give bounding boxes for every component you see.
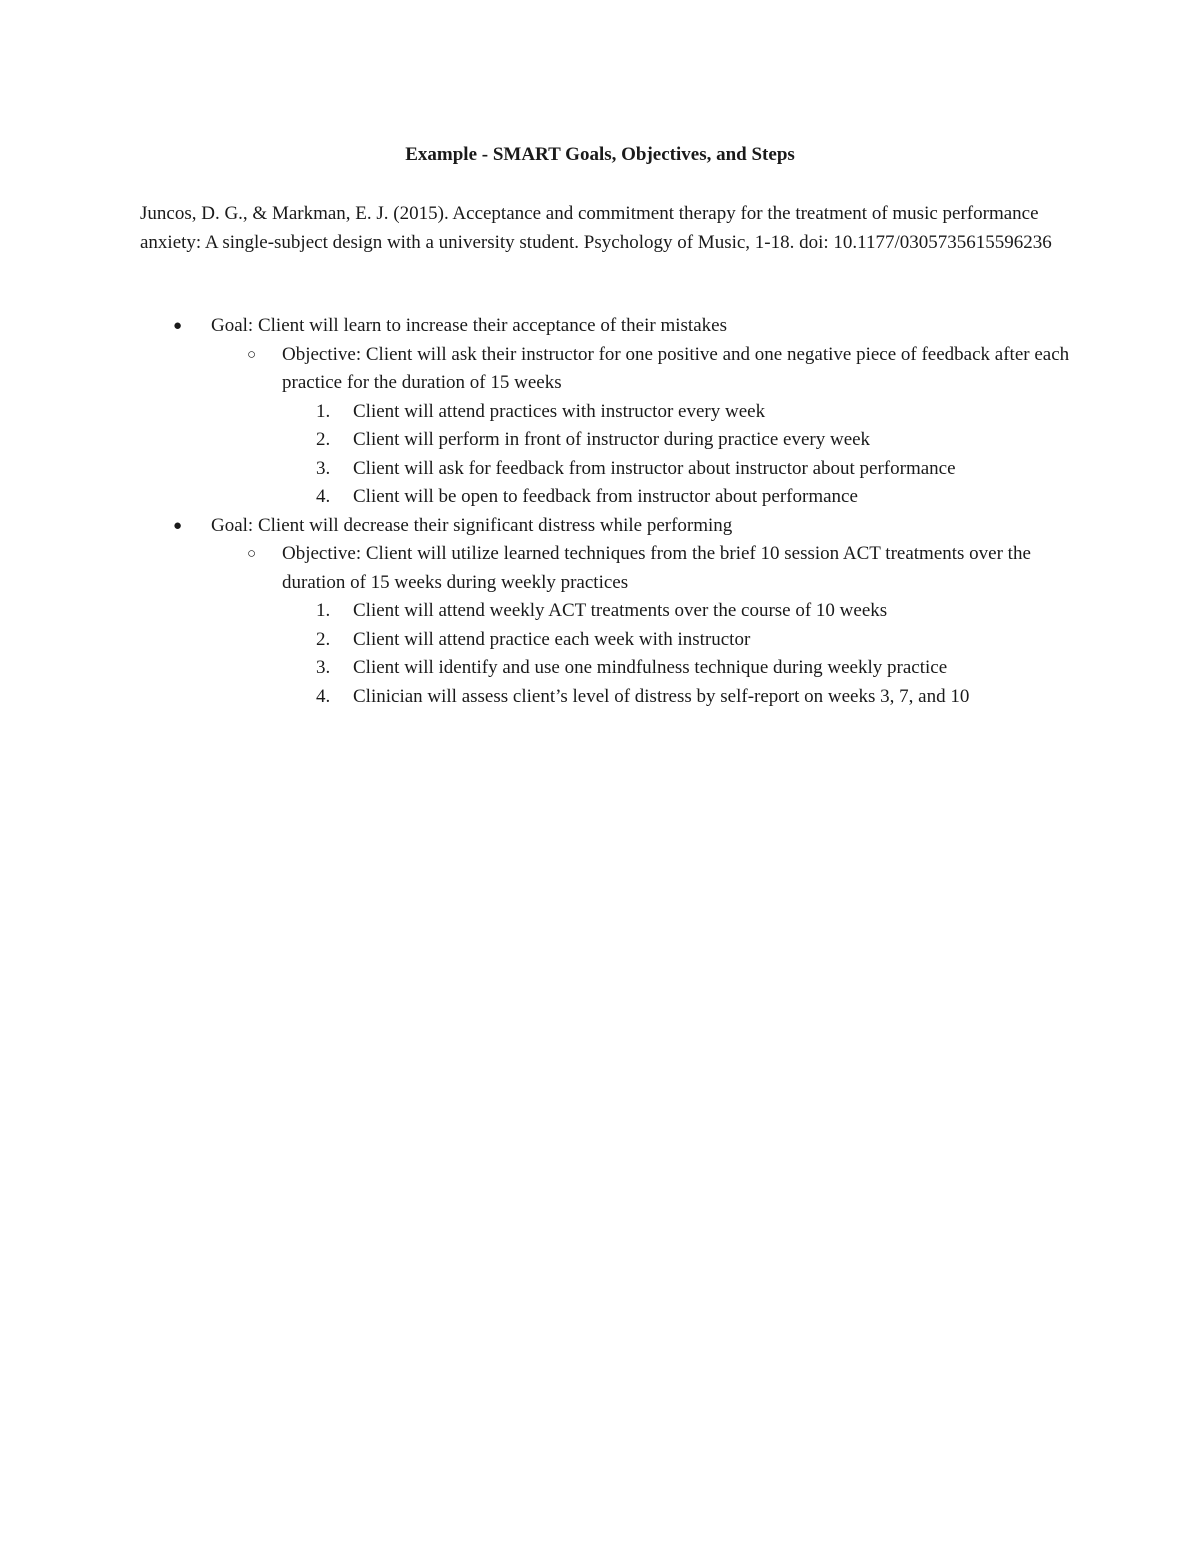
objective-item bbox=[0, 341, 1072, 398]
goal-item bbox=[0, 512, 1091, 541]
step-text: Client will be open to feedback from instructor about performance bbox=[353, 486, 858, 507]
step-item bbox=[0, 426, 1093, 455]
step-number: 3. bbox=[316, 457, 331, 479]
step-text: Client will attend weekly ACT treatments over the course of 10 weeks bbox=[353, 600, 888, 621]
step-text: Clinician will assess client’s level of distress by self-report on weeks 3, 7, and 10 bbox=[353, 685, 970, 707]
citation: Juncos, D. G., & Markman, E. J. (2015). Acceptance and commitment therapy for the treatment of music performance anxiety: A single-subject design with a university student. Psychology of Music, 1-18. doi: 10.1177/0305735615596236 bbox=[140, 203, 1052, 253]
step-item bbox=[0, 398, 1093, 427]
bullet-filled-icon: ● bbox=[173, 517, 183, 534]
step-text: Client will attend practice each week with instructor bbox=[353, 628, 751, 650]
step-number: 3. bbox=[316, 657, 331, 678]
step-number: 1. bbox=[316, 400, 331, 422]
step-number: 2. bbox=[316, 628, 331, 650]
step-text: Client will attend practices with instructor every week bbox=[353, 400, 766, 422]
bullet-filled-icon: ● bbox=[173, 318, 183, 334]
step-number: 4. bbox=[316, 486, 331, 507]
document-title: Example - SMART Goals, Objectives, and Steps bbox=[405, 144, 795, 165]
goal-text: Goal: Client will learn to increase their acceptance of their mistakes bbox=[211, 315, 727, 336]
step-text: Client will perform in front of instructor during practice every week bbox=[353, 429, 871, 450]
objective-item bbox=[0, 540, 1072, 597]
goals-outline bbox=[0, 312, 1200, 711]
step-item bbox=[0, 483, 1093, 512]
bullet-hollow-icon: ○ bbox=[247, 546, 257, 562]
goal-item bbox=[0, 312, 1091, 341]
step-item bbox=[0, 683, 1093, 712]
bullet-hollow-icon: ○ bbox=[247, 346, 257, 363]
step-text: Client will ask for feedback from instructor about instructor about performance bbox=[353, 457, 956, 479]
step-number: 1. bbox=[316, 600, 331, 621]
step-number: 2. bbox=[316, 429, 331, 450]
goal-text: Goal: Client will decrease their significant distress while performing bbox=[211, 514, 733, 536]
objective-text: Objective: Client will utilize learned techniques from the brief 10 session ACT treatments over the duration of 15 weeks during weekly practices bbox=[282, 543, 1031, 593]
step-item bbox=[0, 626, 1093, 655]
objective-text: Objective: Client will ask their instructor for one positive and one negative piece of feedback after each practice for the duration of 15 weeks bbox=[282, 343, 1070, 393]
step-number: 4. bbox=[316, 685, 331, 707]
step-item bbox=[0, 654, 1093, 683]
step-text: Client will identify and use one mindfulness technique during weekly practice bbox=[353, 657, 948, 678]
step-item bbox=[0, 455, 1093, 484]
step-item bbox=[0, 597, 1093, 626]
